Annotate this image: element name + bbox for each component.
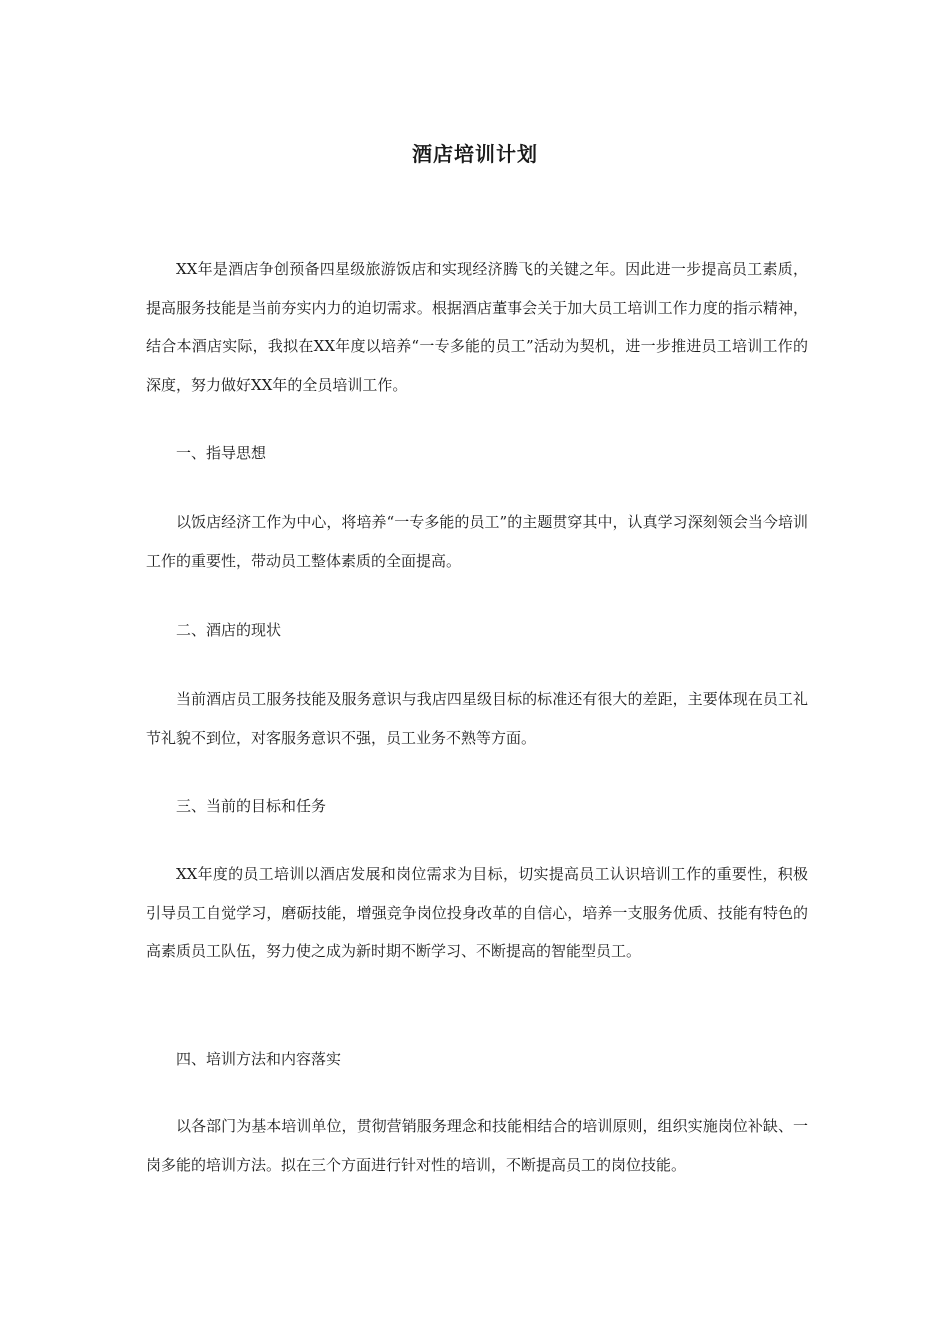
section-body-training-methods: 以各部门为基本培训单位，贯彻营销服务理念和技能相结合的培训原则，组织实施岗位补缺、一岗多能的培训方法。拟在三个方面进行针对性的培训，不断提高员工的岗位技能。 bbox=[146, 1117, 808, 1174]
section-heading-guiding-ideology: 一、指导思想 bbox=[176, 444, 267, 462]
intro-paragraph: XX年是酒店争创预备四星级旅游饭店和实现经济腾飞的关键之年。因此进一步提高员工素质，提高服务技能是当前夯实内力的迫切需求。根据酒店董事会关于加大员工培训工作力度的指示精神，结合本酒店实际，我拟在XX年度以培养“一专多能的员工”活动为契机，进一步推进员工培训工作的深度，努力做好XX年的全员培训工作。 bbox=[146, 260, 808, 394]
section-heading-training-methods: 四、培训方法和内容落实 bbox=[176, 1050, 342, 1068]
section-heading-current-status: 二、酒店的现状 bbox=[176, 621, 282, 639]
section-body-goals-tasks: XX年度的员工培训以酒店发展和岗位需求为目标，切实提高员工认识培训工作的重要性，积极引导员工自觉学习，磨砺技能，增强竞争岗位投身改革的自信心，培养一支服务优质、技能有特色的高素质员工队伍，努力使之成为新时期不断学习、不断提高的智能型员工。 bbox=[146, 865, 808, 960]
section-body-current-status: 当前酒店员工服务技能及服务意识与我店四星级目标的标准还有很大的差距，主要体现在员工礼节礼貌不到位，对客服务意识不强，员工业务不熟等方面。 bbox=[146, 690, 808, 747]
section-heading-goals-tasks: 三、当前的目标和任务 bbox=[176, 797, 327, 815]
document-title: 酒店培训计划 bbox=[412, 142, 538, 166]
section-body-guiding-ideology: 以饭店经济工作为中心，将培养“一专多能的员工”的主题贯穿其中，认真学习深刻领会当今培训工作的重要性，带动员工整体素质的全面提高。 bbox=[146, 513, 808, 570]
